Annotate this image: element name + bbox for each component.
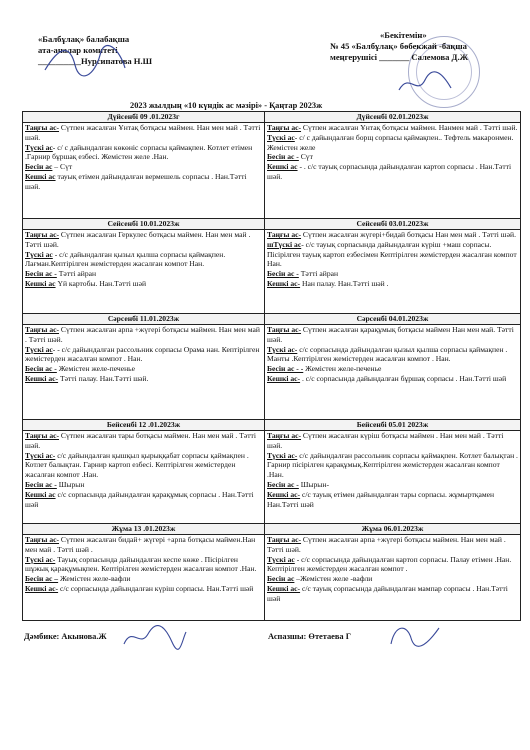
meal-line [25,269,262,279]
meal-label: Бесін ас - [25,479,57,489]
meal-line [25,172,262,192]
day-heading: Сейсенбі 10.01.2023ж [23,219,265,230]
meal-label: Түскі ас [267,554,295,564]
meal-text: Сүтпен жасалған Ұнтақ ботқасы маймен. Нанмен май . Тәтті шәй. [301,123,518,132]
meal-label: Таңғы ас- [267,535,302,544]
meal-line [267,574,518,584]
day-heading: Бейсенбі 12 .01.2023ж [23,420,265,431]
meal-label: Кешкі ас [25,278,56,288]
meal-text: - - с/с дайындалған рассольник сорпасы Орама нан. Кептірілген жемістерден жасалған компот . Нан. [25,344,260,364]
meal-label: Түскі ас- [25,554,56,564]
meal-text: - с/ с дайындалған борщ сорпасы қаймақпен.. Тефтель макаронмен. Жемістен желе [267,132,514,152]
meal-line [25,230,262,250]
header-right-line1: «Бекітемін» [380,30,427,40]
meal-text: Жемістен желе-печенье [56,364,136,374]
meal-text: Сүтпен жасалған жүгері+бидай ботқасы Нан мен май . Тәтті шәй. [301,230,516,239]
meal-label: Кешкі ас- [267,583,301,593]
day-heading: Дүйсенбі 09 .01.2023г [23,112,265,123]
meal-label: Түскі ас- [267,450,298,460]
meal-label: Бесін ас - [267,479,299,489]
meal-label: Бесін ас - [25,364,57,374]
meal-line [267,490,518,510]
meal-text: Сүт [298,152,313,162]
meal-line [267,152,518,162]
meal-line [25,490,262,510]
meal-line [25,451,262,480]
header-left-line2: ата-аналар комитеті [38,45,118,55]
meal-label: Түскі ас [25,249,53,259]
meal-label: Кешкі ас- [267,373,301,383]
signature-footer-left-icon [120,622,190,652]
meal-label: Кешкі ас [25,489,56,499]
meal-text: Сүтпен жасалған тары ботқасы маймен. Нан мен май . Тәтті шәй. [25,431,256,450]
meal-text: - с/с сорпасында дайындалған картоп сорпасы. Палау етімен .Нан. Кептірілген жемістерден жасалған компот . [267,554,512,574]
meal-line [267,555,518,575]
meal-text: Жемістен желе-вафли [58,574,131,584]
meal-label: Түскі ас- [267,344,298,354]
meal-text: Жемістен желе-печенье [303,364,382,374]
meal-label: Бесін ас [267,574,295,584]
signature-left-icon [40,40,130,80]
meal-label: Бесін ас - - [267,364,304,374]
meal-line [25,555,262,575]
meal-label: Кешкі ас- [267,489,301,499]
meal-text: Сүтпен жасалған бидай+ жүгері +арпа ботқасы маймен.Нан мен май . Тәтті шәй . [25,535,256,554]
header-right-line2: № 45 «Балбұлақ» бөбекжай -бақша [330,41,467,51]
meal-line [267,535,518,555]
day-menu-cell [23,535,265,621]
meal-line [267,240,518,269]
meal-label: Кешкі ас [25,171,56,181]
meal-line [267,584,518,604]
day-menu-cell [265,431,521,524]
day-menu-cell [23,431,265,524]
day-heading: Сейсенбі 03.01.2023ж [265,219,521,230]
meal-text: - . с/с тауық сорпасында дайындалған картоп сорпасы . Нан.Тәтті шәй. [267,162,512,181]
day-menu-cell [265,123,521,219]
meal-label: Таңғы ас- [25,431,60,440]
meal-text: Нан палау. Нан.Тәтті шәй . [300,278,389,288]
meal-line [25,574,262,584]
meal-line [25,584,262,594]
meal-text: Тәтті палау. Нан.Тәтті шәй. [58,373,149,383]
meal-text: с/с дайындалған қышқыл қырыққабат сорпасы қаймақпен . Котлет балықтан. Гарнир картоп езбесі. Кептірілген жемістерден жасалған компот .Нан. [25,450,249,480]
meal-line [267,162,518,182]
signature-right-icon [395,70,455,98]
meal-text: с/с сорпасында дайындалған күріш сорпасы. Нан.Тәтті шәй [58,583,254,593]
meal-line [25,374,262,384]
meal-label: Бесін ас - [25,269,57,279]
meal-label: Түскі ас- [25,450,56,460]
meal-text: с/с сорпасында дайындалған қарақұмық сорпасы . Нан.Тәтті шәй [25,489,254,509]
meal-line [267,230,518,240]
meal-text: Шырын- [298,479,329,489]
meal-text: Сүтпен жасалған арпа +жүгері ботқасы маймен. Нан мен май . Тәтті шәй. [25,325,260,344]
meal-label: Таңғы ас- [267,431,302,440]
meal-line [25,123,262,143]
meal-line [267,269,518,279]
meal-text: с/с тауық етімен дайындалған тары сорпасы. жұмыртқамен Нан.Тәтті шәй [267,489,495,509]
day-heading: Бейсенбі 05.01 2023ж [265,420,521,431]
meal-line [267,451,518,480]
meal-text: – Сүт [52,162,73,172]
day-heading: Сәрсенбі 04.01.2023ж [265,314,521,325]
meal-text: –Жемістен желе -вафли [294,574,373,584]
meal-text: Шырын [56,479,85,489]
meal-text: - с/с дайындалған қызыл қылша сорпасы қаймақпен. Лағман.Кептірілген жемістерден жасалған компот Нан. [25,249,226,269]
meal-label: Таңғы ас- [267,230,302,239]
meal-text: - с/с тауық сорпасында дайындалған күріш +маш сорпасы. Пісірілген тауық картоп езбесімен Кептірілген жемістерден жасалған компот Нан. [267,239,517,269]
header-right-line3: меңгерушісі _______ Салемова Д.Ж [330,52,469,62]
meal-text: с/с дайындалған рассольник сорпасы қаймақпен. Котлет балықтан . Гарнир пісірілген қарақұмық.Кептірілген жемістерден жасалған компот .Нан. [267,450,518,480]
meal-line [25,345,262,365]
meal-label: Таңғы ас- [25,230,60,239]
meal-label: Бесін ас - [267,269,299,279]
day-heading: Дүйсенбі 02.01.2023ж [265,112,521,123]
meal-text: с/с сорпасында дайындалған қызыл қылша сорпасы қаймақпен . Манты .Кептірілген жемістерден жасалған компот . Нан. [267,344,508,364]
meal-label: Кешкі ас [267,162,298,172]
day-heading: Жұма 13 .01.2023ж [23,524,265,535]
header-left-line1: «Балбұлақ» балабақша [38,34,130,44]
meal-label: Таңғы ас- [25,325,60,334]
meal-text: Тәтті айран [298,269,339,279]
meal-label: Түскі ас [25,344,53,354]
meal-label: Бесін ас – [25,574,59,584]
meal-label: Кешкі ас- [267,278,301,288]
meal-label: Кешкі ас- [25,373,59,383]
meal-line [25,535,262,555]
meal-line [267,123,518,133]
meal-line [25,364,262,374]
footer-right: Аспазшы: Өтетаева Г [268,632,352,641]
day-menu-cell [23,325,265,420]
meal-line [25,250,262,270]
day-menu-cell [265,535,521,621]
meal-text: с/с тауық сорпасында дайындалған мампар сорпасы . Нан.Тәтті шәй [267,583,508,603]
day-menu-cell [265,230,521,314]
meal-label: Бесін ас [25,162,53,172]
day-menu-cell [23,123,265,219]
meal-line [267,325,518,345]
meal-line [267,364,518,374]
meal-label: Таңғы ас- [267,123,302,132]
meal-line [25,143,262,163]
meal-text: Сүтпен жасалған қарақұмық ботқасы маймен Нан мен май. Тәтті шәй. [267,325,514,344]
meal-label: Түскі ас [25,142,53,152]
page-title: 2023 жылдың «10 күндік ас мәзірі» - Қаңтар 2023ж [130,101,323,110]
meal-line [25,162,262,172]
header-right [330,30,520,63]
footer-left: Дәмбике: Акынова.Ж [24,632,107,641]
meal-text: Сүтпен жасалған арпа +жүгері ботқасы маймен. Нан мен май . Тәтті шәй. [267,535,506,554]
meal-line [267,431,518,451]
meal-line [267,133,518,153]
meal-text: - с/ с дайындалған көкөніс сорпасы қаймақпен. Котлет етімен .Гарнир бұршақ езбесі. Жемістен желе .Нан. [25,142,253,162]
header-left-line3: __________Нурсипатова Н.Ш [38,56,153,66]
meal-text: . с/с сорпасында дайындалған бұршақ сорпасы . Нан.Тәтті шәй [300,373,507,383]
day-heading: Жұма 06.01.2023ж [265,524,521,535]
signature-footer-right-icon [385,620,445,650]
meal-label: Таңғы ас- [25,123,60,132]
meal-label: Түскі ас [267,132,295,142]
meal-text: Тәтті айран [56,269,97,279]
meal-label: Таңғы ас- [25,535,60,544]
menu-table [22,111,521,621]
meal-label: шТүскі ас [267,239,302,249]
meal-label: Таңғы ас- [267,325,302,334]
meal-line [267,279,518,289]
meal-text: тауық етімен дайындалған вермешель сорпасы . Нан.Тәтті шәй. [25,171,247,191]
meal-line [25,325,262,345]
meal-label: Кешкі ас- [25,583,59,593]
meal-text: Сүтпен жасалған Ұнтақ ботқасы маймен. Нан мен май . Тәтті шәй. [25,123,261,142]
day-menu-cell [265,325,521,420]
meal-text: Сүтпен жасалған Геркулес ботқасы маймен. Нан мен май . Тәтті шәй. [25,230,251,249]
meal-line [25,431,262,451]
meal-line [25,279,262,289]
day-heading: Сәрсенбі 11.01.2023ж [23,314,265,325]
meal-text: Сүтпен жасалған күріш ботқасы маймен . Нан мен май . Тәтті шәй. [267,431,504,450]
meal-text: Үй картобы. Нан.Тәтті шәй [55,278,147,288]
meal-text: Тауық сорпасында дайындалған кеспе көже . Пісірілген шұжық қарақұмықпен. Кептірілген жемістерден жасалған компот .Нан. [25,554,257,574]
meal-label: Бесін ас - [267,152,299,162]
day-menu-cell [23,230,265,314]
meal-line [25,480,262,490]
meal-line [267,480,518,490]
meal-line [267,345,518,365]
meal-line [267,374,518,384]
